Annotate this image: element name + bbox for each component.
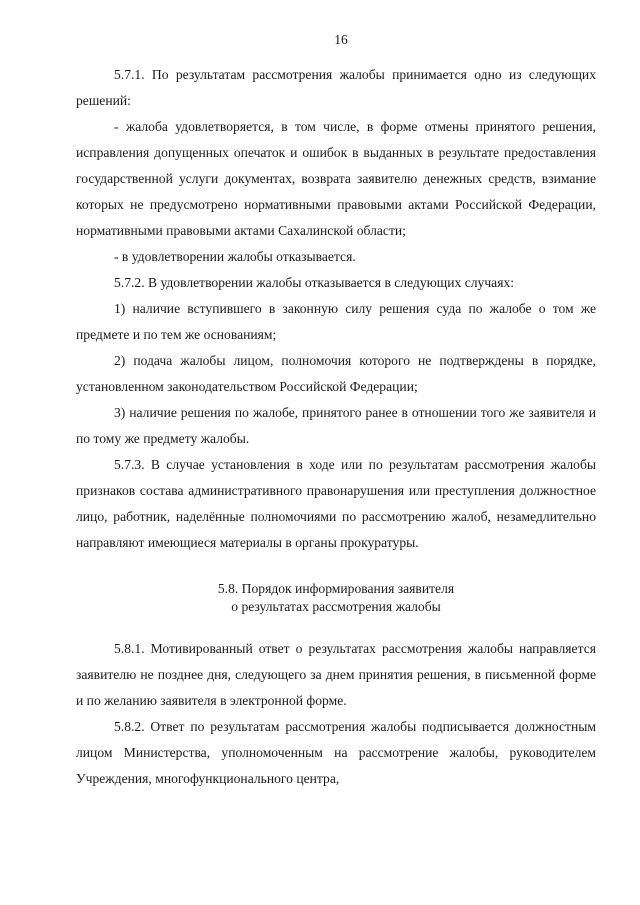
paragraph-5-7-1: 5.7.1. По результатам рассмотрения жалобы принимается одно из следующих решений: [76,67,596,108]
page-number: 16 [334,32,348,47]
paragraph-case-2: 2) подача жалобы лицом, полномочия которого не подтверждены в порядке, установленном законодательством Российской Федерации; [76,353,596,394]
paragraph-decision-refused: - в удовлетворении жалобы отказывается. [114,249,356,264]
section-heading-line2: о результатах рассмотрения жалобы [231,599,441,614]
section-heading-5-8 [76,580,596,616]
paragraph-5-7-2: 5.7.2. В удовлетворении жалобы отказывается в следующих случаях: [114,275,515,290]
paragraph-5-8-2: 5.8.2. Ответ по результатам рассмотрения жалобы подписывается должностным лицом Министерства, уполномоченным на рассмотрение жалобы, руководителем Учреждения, многофункционального центра, [76,719,596,786]
paragraph-case-1: 1) наличие вступившего в законную силу решения суда по жалобе о том же предмете и по тем же основаниям; [76,301,596,342]
paragraph-decision-satisfied: - жалоба удовлетворяется, в том числе, в форме отмены принятого решения, исправления допущенных опечаток и ошибок в выданных в результате предоставления государственной услуги документах, возврата заявителю денежных средств, взимание которых не предусмотрено нормативными правовыми актами Российской Федерации, нормативными правовыми актами Сахалинской области; [76,119,596,238]
paragraph-5-8-1: 5.8.1. Мотивированный ответ о результатах рассмотрения жалобы направляется заявителю не позднее дня, следующего за днем принятия решения, в письменной форме и по желанию заявителя в электронной форме. [76,641,596,708]
section-heading-line1: 5.8. Порядок информирования заявителя [217,581,455,596]
paragraph-case-3: 3) наличие решения по жалобе, принятого ранее в отношении того же заявителя и по тому же предмету жалобы. [76,405,596,446]
paragraph-5-7-3: 5.7.3. В случае установления в ходе или по результатам рассмотрения жалобы признаков состава административного правонарушения или преступления должностное лицо, работник, наделённые полномочиями по рассмотрению жалоб, незамедлительно направляют имеющиеся материалы в органы прокуратуры. [76,457,596,550]
